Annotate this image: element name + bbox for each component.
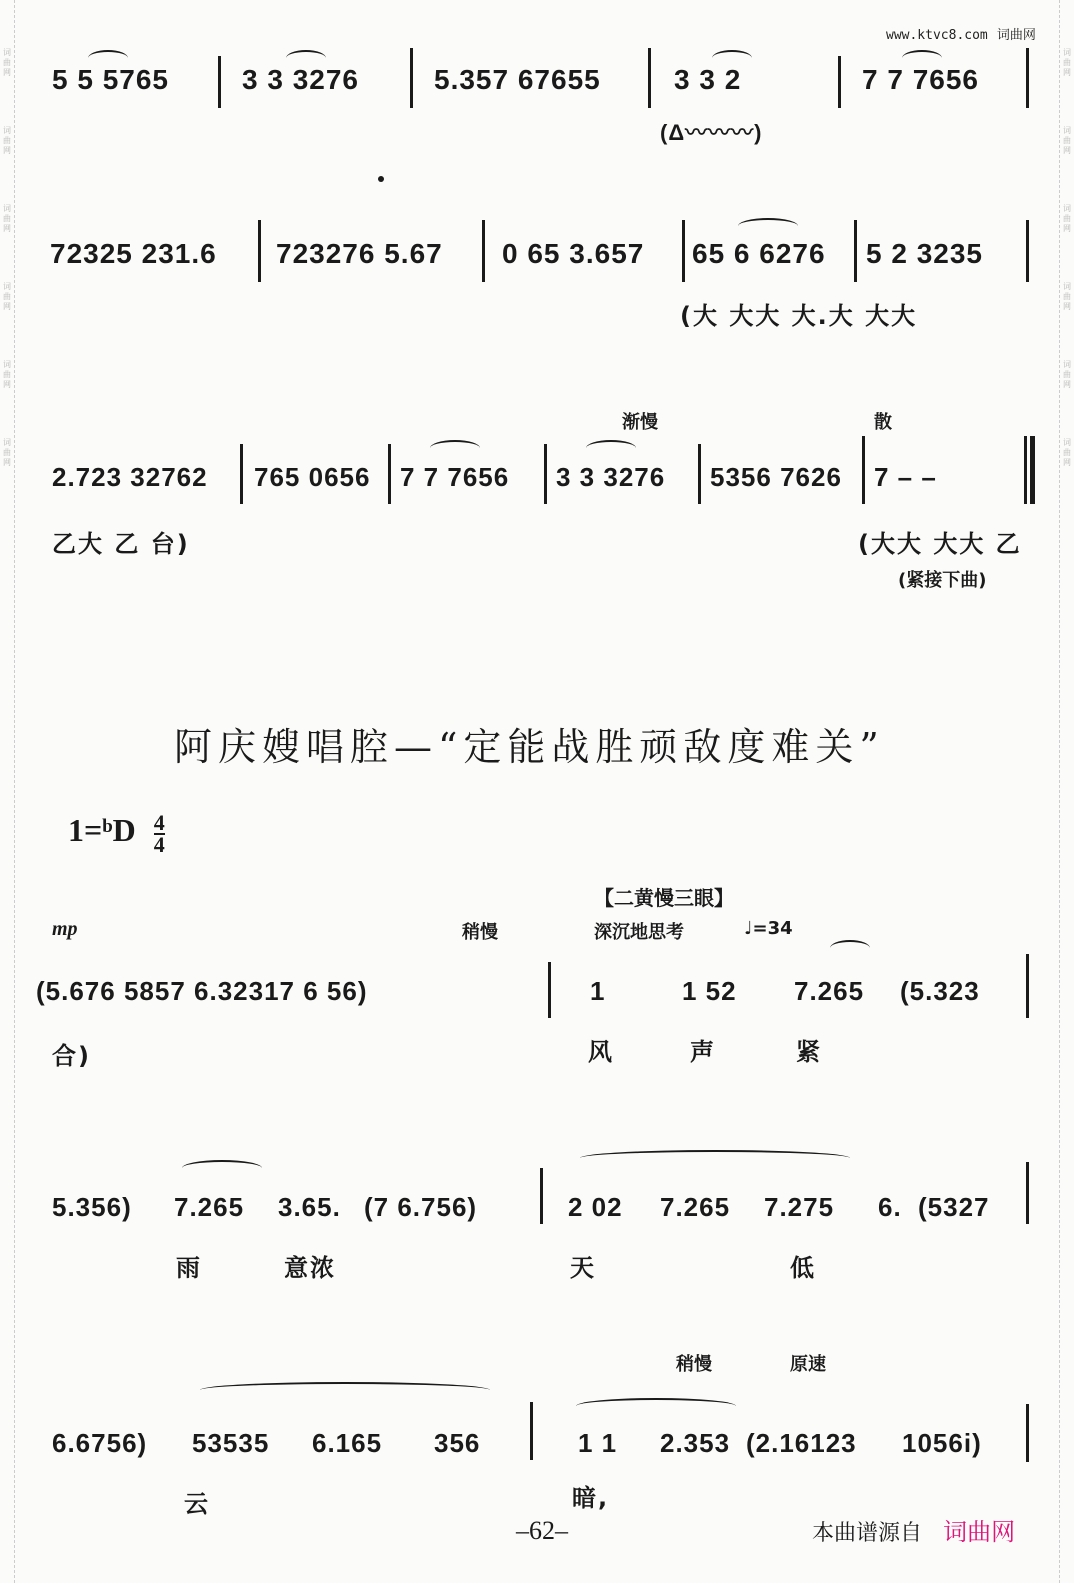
measure: 7 7 7656 [400, 462, 510, 492]
key: 1=ᵇD [68, 812, 136, 848]
lyric: 低 [790, 1254, 816, 1282]
measure: 0 65 3.657 [502, 238, 645, 269]
note: 7.265 [794, 976, 865, 1006]
edge-watermark-text: 词曲网 [1063, 282, 1071, 311]
measure: 7 7 7656 [862, 64, 979, 95]
edge-watermark-text: 词曲网 [3, 48, 11, 77]
measure: 5 5 5765 [52, 64, 169, 95]
right-watermark-strip [1059, 0, 1074, 1583]
time-bottom: 4 [153, 831, 165, 857]
note: 6. [878, 1192, 902, 1222]
note: 356 [434, 1428, 481, 1458]
measure: 72325 231.6 [50, 238, 217, 269]
measure: 7 – – [874, 462, 937, 492]
note: 1056i) [902, 1428, 982, 1458]
measure: 65 6 6276 [692, 238, 826, 269]
site-watermark [886, 24, 1036, 43]
lyric: 紧 [796, 1038, 822, 1066]
edge-watermark-text: 词曲网 [1063, 48, 1071, 77]
note: 1 52 [682, 976, 737, 1006]
measure: 5 2 3235 [866, 238, 983, 269]
edge-watermark-text: 词曲网 [3, 282, 11, 311]
performance-note: (紧接下曲) [898, 570, 987, 591]
tempo-mark: 渐慢 [622, 412, 658, 433]
measure: 5356 7626 [710, 462, 842, 492]
note: 1 1 [578, 1428, 618, 1458]
edge-watermark-text: 词曲网 [3, 204, 11, 233]
note: 7.275 [764, 1192, 835, 1222]
source-label: 本曲谱源自 [812, 1521, 923, 1546]
lyric: 声 [690, 1038, 716, 1066]
edge-watermark-text: 词曲网 [3, 438, 11, 467]
time-signature [153, 809, 165, 857]
percussion-line: (大 大大 大.大 大大 [680, 302, 918, 330]
lyric: 雨 [176, 1254, 202, 1282]
note: 53535 [192, 1428, 270, 1458]
note: 7.265 [660, 1192, 731, 1222]
site-url: www.ktvc8.com [886, 28, 988, 43]
edge-watermark-text: 词曲网 [1063, 126, 1071, 155]
performance-marking: (Δ〰〰〰) [660, 120, 763, 145]
measure: 5.357 67655 [434, 64, 601, 95]
note: 6.6756) [52, 1428, 148, 1458]
site-name: 词曲网 [996, 28, 1036, 43]
page-number: –62– [516, 1516, 568, 1545]
lyric: 意浓 [284, 1254, 336, 1282]
note: 3.65. [278, 1192, 341, 1222]
source-site-link[interactable]: 词曲网 [943, 1518, 1016, 1546]
left-watermark-strip [0, 0, 15, 1583]
note: 1 [590, 976, 606, 1006]
lyric: 天 [570, 1254, 596, 1282]
lyric: 云 [184, 1490, 210, 1518]
note: (5327 [918, 1192, 990, 1222]
percussion-line: 合) [52, 1042, 91, 1070]
note: 2 02 [568, 1192, 623, 1222]
dynamic-mark: mp [52, 918, 78, 940]
lyric: 风 [588, 1038, 614, 1066]
measure: 3 3 2 [674, 64, 742, 95]
expression-mark: 深沉地思考 [594, 922, 684, 943]
song-title: 阿庆嫂唱腔—“定能战胜顽敌度难关” [174, 725, 885, 769]
measure: (5.676 5857 6.32317 6 56) [36, 976, 368, 1006]
tempo-mark: 稍慢 [676, 1354, 712, 1375]
measure: 3 3 3276 [242, 64, 359, 95]
edge-watermark-text: 词曲网 [3, 126, 11, 155]
time-top: 4 [153, 809, 165, 835]
tempo-mark: 散 [874, 412, 892, 433]
edge-watermark-text: 词曲网 [1063, 360, 1071, 389]
metronome-mark: ♩=34 [744, 918, 793, 939]
tempo-mark: 原速 [790, 1354, 826, 1375]
key-signature [68, 809, 165, 857]
percussion-line: (大大 大大 乙 [858, 530, 1022, 558]
measure: 765 0656 [254, 462, 371, 492]
note: (5.323 [900, 976, 980, 1006]
note: 6.165 [312, 1428, 383, 1458]
edge-watermark-text: 词曲网 [1063, 204, 1071, 233]
lyric: 暗, [572, 1484, 610, 1512]
edge-watermark-text: 词曲网 [1063, 438, 1071, 467]
measure: 2.723 32762 [52, 462, 208, 492]
source-credit [812, 1512, 1015, 1547]
note: (7 6.756) [364, 1192, 478, 1222]
measure: 723276 5.67 [276, 238, 443, 269]
edge-watermark-text: 词曲网 [3, 360, 11, 389]
section-header: 【二黄慢三眼】 [594, 886, 734, 910]
note: 5.356) [52, 1192, 132, 1222]
note: (2.16123 [746, 1428, 857, 1458]
note: 2.353 [660, 1428, 731, 1458]
ink-dot [378, 176, 384, 182]
tempo-mark: 稍慢 [462, 922, 498, 943]
percussion-line: 乙大 乙 台) [52, 530, 190, 558]
measure: 3 3 3276 [556, 462, 666, 492]
note: 7.265 [174, 1192, 245, 1222]
